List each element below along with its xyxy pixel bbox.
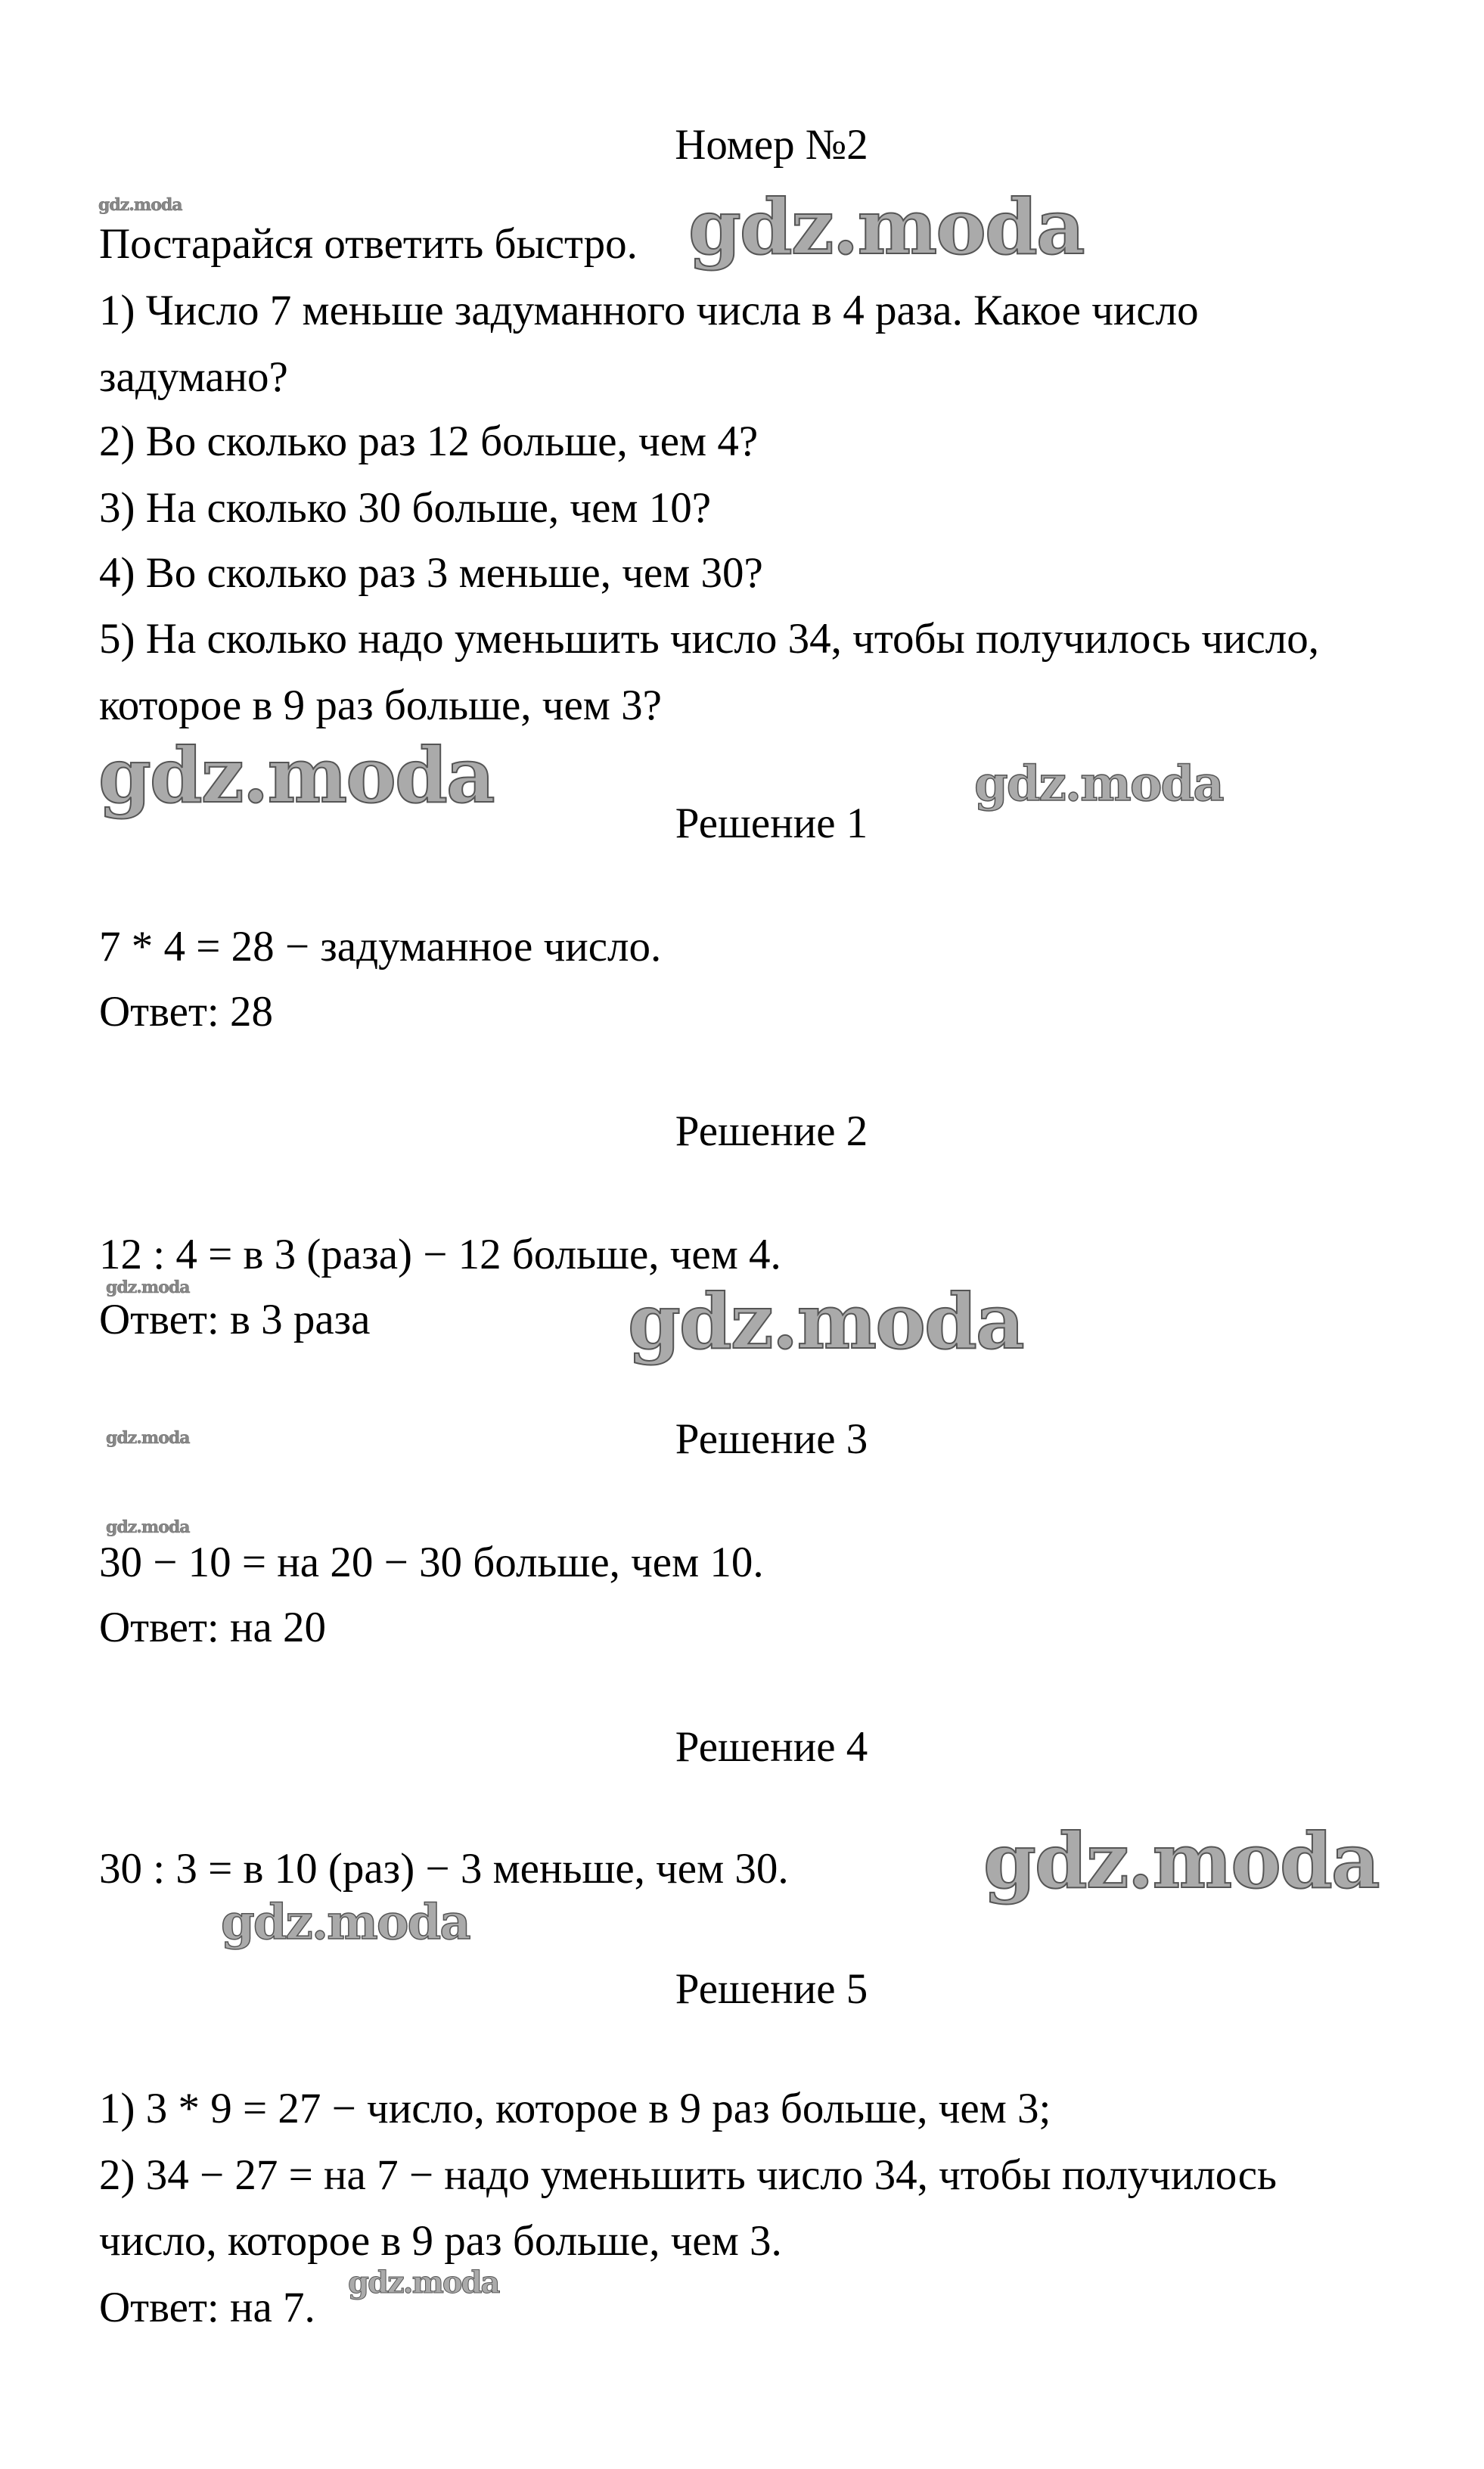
answer-line: Ответ: 28 bbox=[99, 988, 273, 1036]
question-line: 2) Во сколько раз 12 больше, чем 4? bbox=[99, 418, 759, 465]
question-line: 1) Число 7 меньше задуманного числа в 4 раза. Какое число bbox=[99, 287, 1199, 334]
solution-heading: Решение 1 bbox=[675, 800, 868, 847]
solution-heading: Решение 2 bbox=[675, 1107, 868, 1155]
solution-line: 30 : 3 = в 10 (раз) − 3 меньше, чем 30. bbox=[99, 1845, 789, 1893]
watermark-logo: gdz.moda bbox=[688, 182, 1084, 272]
question-line: которое в 9 раз больше, чем 3? bbox=[99, 682, 662, 729]
watermark-logo: gdz.moda bbox=[106, 1517, 190, 1537]
answer-line: Ответ: в 3 раза bbox=[99, 1296, 371, 1343]
watermark-logo: gdz.moda bbox=[106, 1428, 190, 1448]
solution-line: 30 − 10 = на 20 − 30 больше, чем 10. bbox=[99, 1539, 764, 1586]
solution-line: 2) 34 − 27 = на 7 − надо уменьшить число 34, чтобы получилось bbox=[99, 2151, 1278, 2199]
solution-line: число, которое в 9 раз больше, чем 3. bbox=[99, 2217, 782, 2265]
solution-line: 1) 3 * 9 = 27 − число, которое в 9 раз больше, чем 3; bbox=[99, 2085, 1051, 2132]
question-line: 5) На сколько надо уменьшить число 34, чтобы получилось число, bbox=[99, 615, 1319, 663]
watermark-logo: gdz.moda bbox=[974, 756, 1223, 812]
solution-heading: Решение 3 bbox=[675, 1415, 868, 1463]
solution-line: 7 * 4 = 28 − задуманное число. bbox=[99, 923, 662, 971]
watermark-logo: gdz.moda bbox=[983, 1816, 1379, 1905]
solution-line: 12 : 4 = в 3 (раза) − 12 больше, чем 4. bbox=[99, 1231, 781, 1278]
watermark-logo: gdz.moda bbox=[106, 1278, 190, 1297]
question-line: 3) На сколько 30 больше, чем 10? bbox=[99, 484, 711, 532]
page-title: Номер №2 bbox=[675, 121, 868, 169]
intro-text: Постарайся ответить быстро. bbox=[99, 220, 638, 268]
answer-line: Ответ: на 7. bbox=[99, 2284, 315, 2331]
solution-heading: Решение 4 bbox=[675, 1723, 868, 1771]
watermark-logo: gdz.moda bbox=[98, 195, 182, 215]
watermark-logo: gdz.moda bbox=[628, 1277, 1023, 1366]
question-line: 4) Во сколько раз 3 меньше, чем 30? bbox=[99, 549, 763, 597]
watermark-logo: gdz.moda bbox=[98, 731, 494, 820]
answer-line: Ответ: на 20 bbox=[99, 1604, 327, 1651]
question-line: задумано? bbox=[99, 353, 288, 401]
watermark-logo: gdz.moda bbox=[221, 1894, 470, 1951]
watermark-logo: gdz.moda bbox=[348, 2265, 499, 2300]
solution-heading: Решение 5 bbox=[675, 1965, 868, 2013]
